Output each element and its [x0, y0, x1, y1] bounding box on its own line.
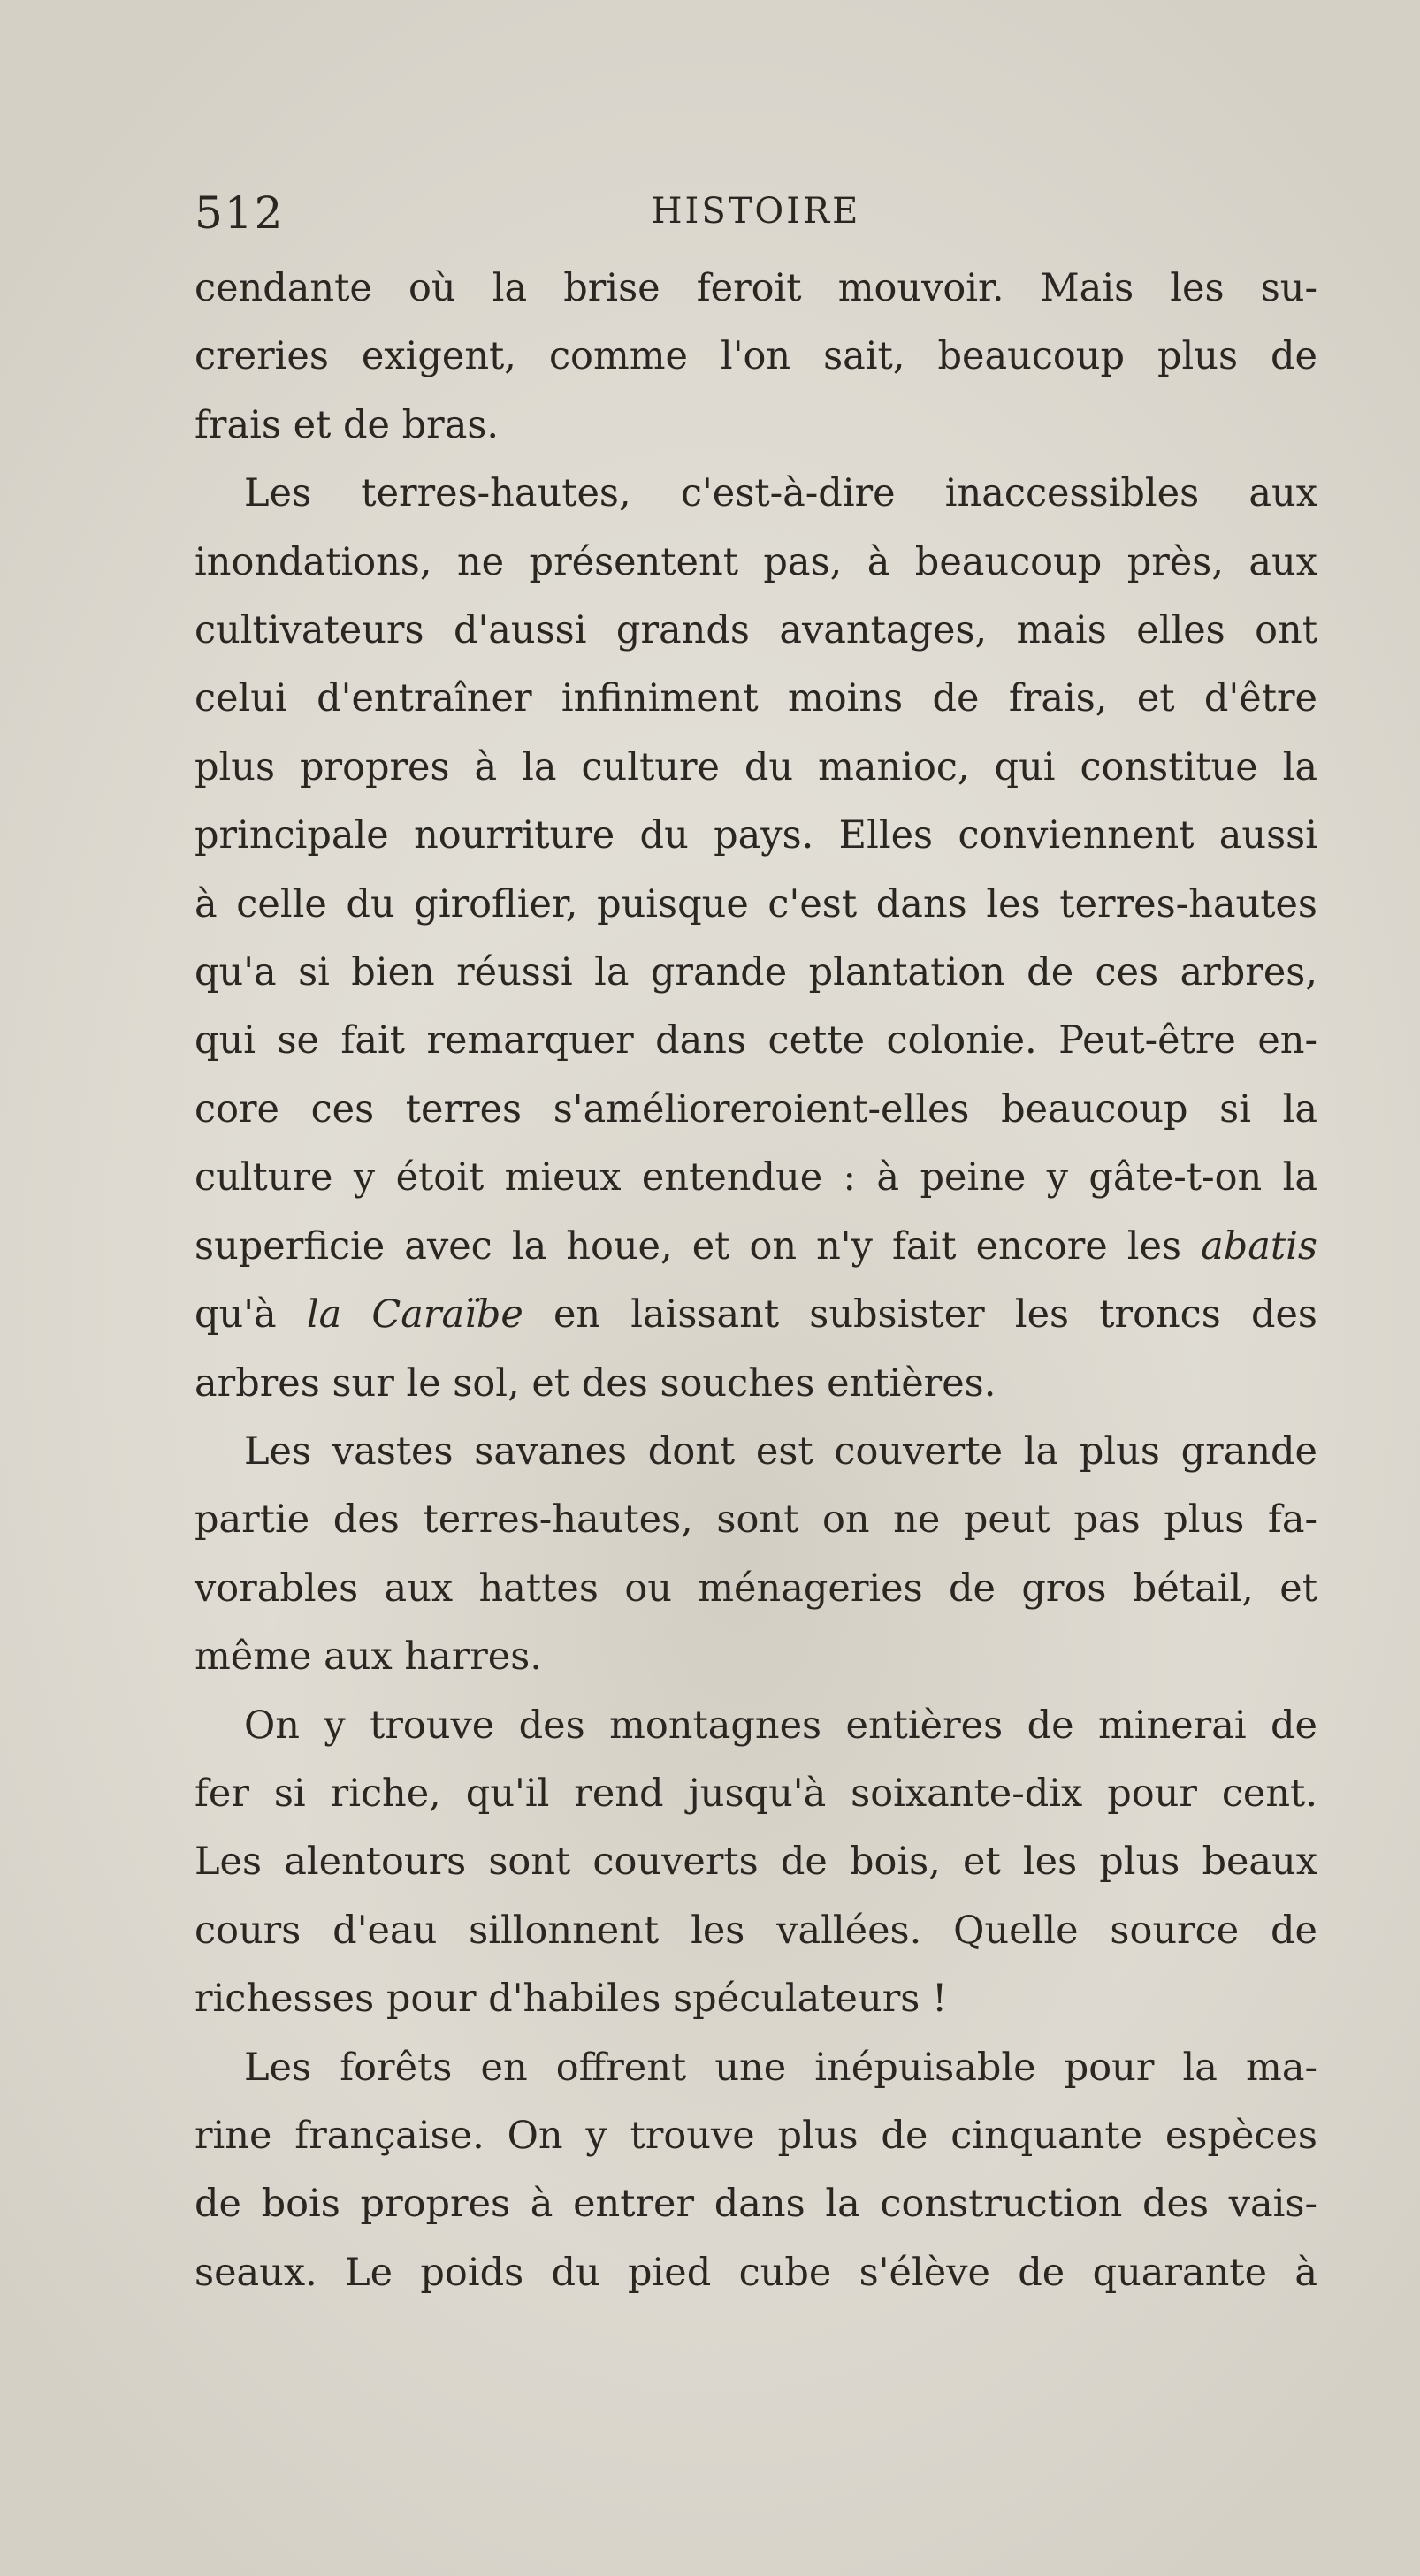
- text-line: à celle du giroflier, puisque c'est dans les terres-hautes: [195, 881, 1317, 926]
- text-line: principale nourriture du pays. Elles conviennent aussi: [195, 813, 1317, 858]
- italic-term: la Caraïbe: [306, 1292, 523, 1338]
- text-line: [195, 1213, 1317, 1281]
- text-run: en laissant subsister les troncs des: [523, 1292, 1317, 1338]
- text-line: Les vastes savanes dont est couverte la plus grande: [244, 1429, 1317, 1474]
- text-line: Les terres-hautes, c'est-à-dire inaccessibles aux: [244, 471, 1317, 516]
- text-line: même aux harres.: [195, 1635, 542, 1680]
- text-line: cendante où la brise feroit mouvoir. Mais les su-: [195, 266, 1317, 310]
- text-run: qu'à: [195, 1292, 307, 1338]
- text-line: qui se fait remarquer dans cette colonie. Peut-être en-: [195, 1018, 1317, 1063]
- text-line: inondations, ne présentent pas, à beaucoup près, aux: [195, 539, 1317, 584]
- text-line: core ces terres s'amélioreroient-elles beaucoup si la: [195, 1086, 1317, 1132]
- text-line: celui d'entraîner infiniment moins de frais, et d'être: [195, 676, 1317, 721]
- paragraph-3: [195, 1418, 1317, 1692]
- text-line: rine française. On y trouve plus de cinquante espèces: [195, 2113, 1317, 2158]
- text-line: seaux. Le poids du pied cube s'élève de quarante à: [195, 2250, 1317, 2295]
- paragraph-4: [195, 1692, 1317, 2034]
- text-line: frais et de bras.: [195, 402, 500, 447]
- text-line: creries exigent, comme l'on sait, beaucoup plus de: [195, 334, 1317, 379]
- running-head: HISTOIRE: [651, 191, 861, 232]
- page-number: 512: [195, 187, 285, 239]
- paragraph-1: [195, 255, 1317, 460]
- text-line: On y trouve des montagnes entières de minerai de: [244, 1703, 1317, 1748]
- paragraph-2: [195, 460, 1317, 1418]
- paragraph-5: [195, 2034, 1317, 2308]
- text-line: [195, 1281, 1317, 1349]
- text-line: culture y étoit mieux entendue : à peine y gâte-t-on la: [195, 1155, 1317, 1200]
- text-line: cultivateurs d'aussi grands avantages, mais elles ont: [195, 608, 1317, 653]
- italic-term: abatis: [1201, 1223, 1317, 1269]
- body-text: [195, 255, 1317, 2307]
- text-line: richesses pour d'habiles spéculateurs !: [195, 1977, 948, 2022]
- text-line: vorables aux hattes ou ménageries de gros bétail, et: [195, 1566, 1317, 1611]
- text-line: cours d'eau sillonnent les vallées. Quelle source de: [195, 1908, 1317, 1953]
- text-line: Les alentours sont couverts de bois, et les plus beaux: [195, 1840, 1317, 1885]
- text-line: Les forêts en offrent une inépuisable pour la ma-: [244, 2045, 1317, 2090]
- text-line: qu'a si bien réussi la grande plantation de ces arbres,: [195, 950, 1317, 995]
- text-line: arbres sur le sol, et des souches entières.: [195, 1360, 996, 1406]
- page-header: [195, 187, 1317, 240]
- text-line: partie des terres-hautes, sont on ne peut pas plus fa-: [195, 1498, 1317, 1543]
- text-line: fer si riche, qu'il rend jusqu'à soixante-dix pour cent.: [195, 1771, 1317, 1816]
- text-run: superficie avec la houe, et on n'y fait encore les: [195, 1223, 1202, 1269]
- text-line: plus propres à la culture du manioc, qui constitue la: [195, 744, 1317, 789]
- text-line: de bois propres à entrer dans la construction des vais-: [195, 2182, 1317, 2227]
